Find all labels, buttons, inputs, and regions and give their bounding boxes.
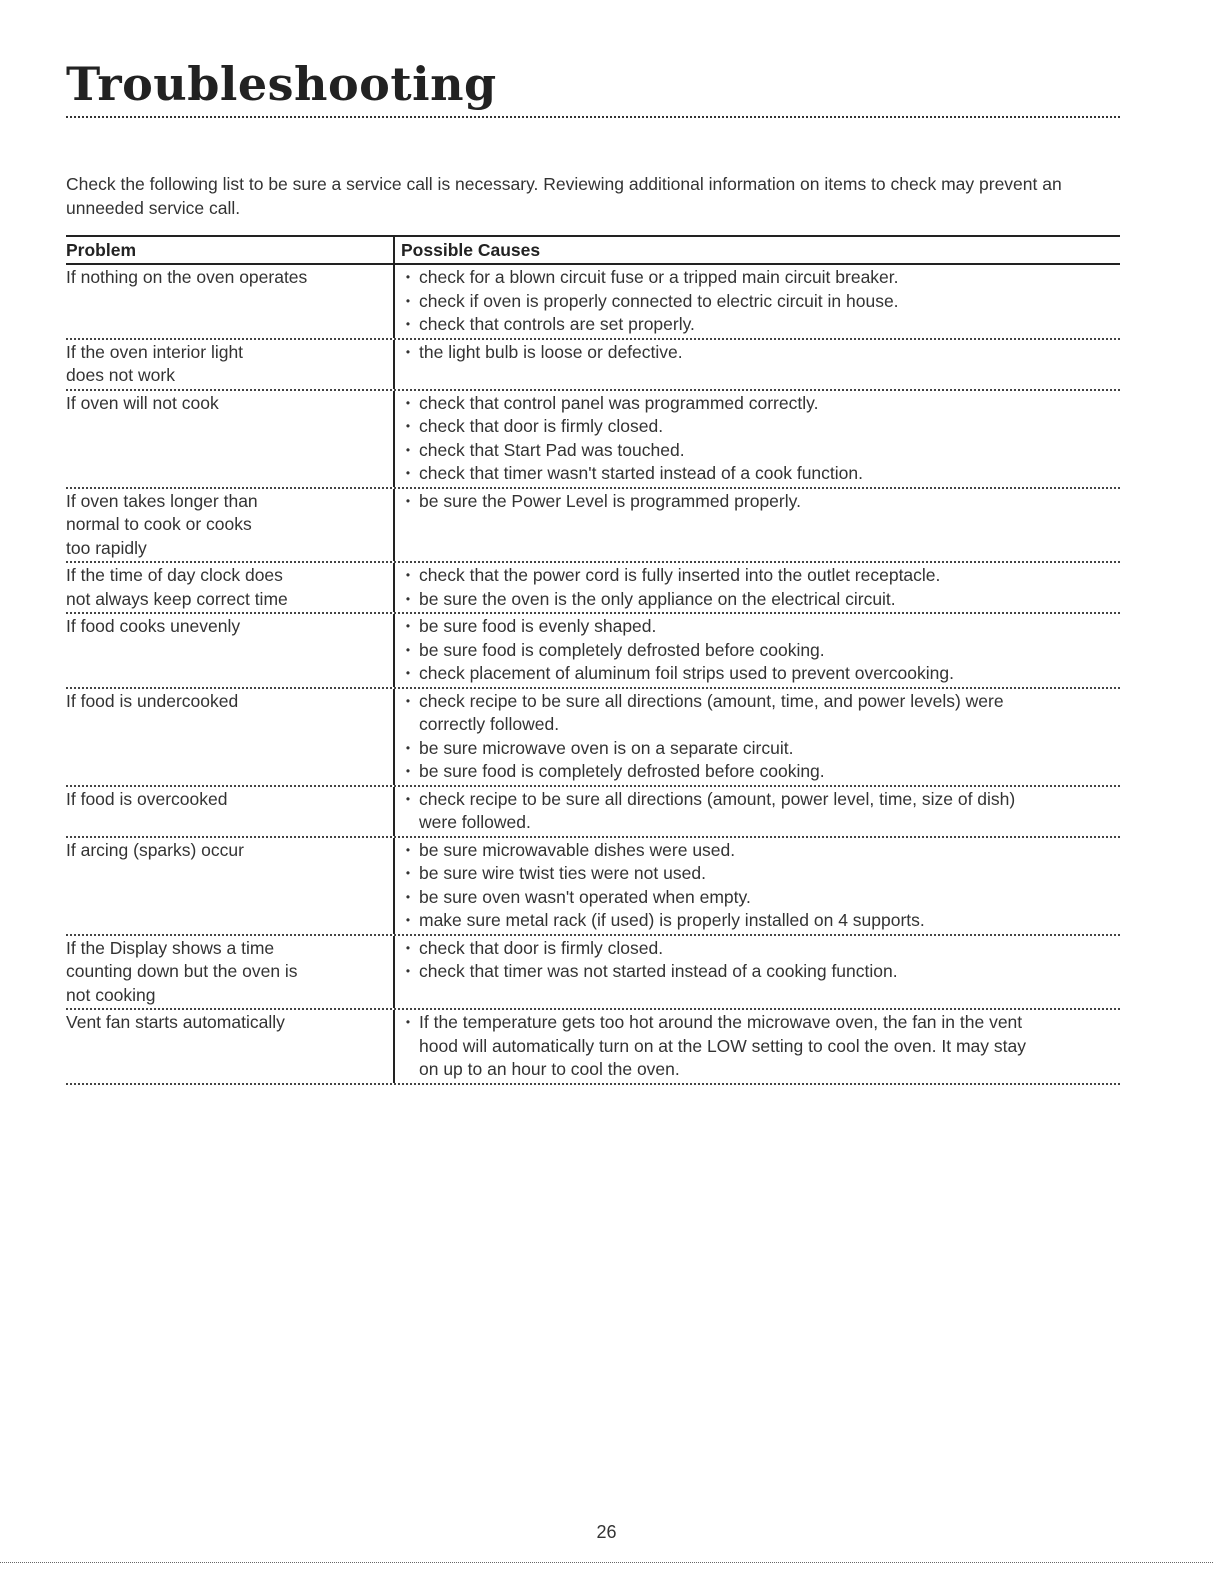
causes-list xyxy=(401,839,1120,933)
cause-item xyxy=(401,839,1120,863)
table-row xyxy=(66,614,1120,689)
cause-line: check that control panel was programmed correctly. xyxy=(419,392,819,413)
problem-line: too rapidly xyxy=(66,537,147,558)
problem-cell xyxy=(66,563,393,612)
cause-item xyxy=(401,760,1120,784)
problem-line: If arcing (sparks) occur xyxy=(66,839,244,860)
cause-line: correctly followed. xyxy=(419,714,560,734)
cause-line: the light bulb is loose or defective. xyxy=(419,341,683,362)
causes-cell xyxy=(393,838,1120,934)
cause-line: check that timer wasn't started instead of a cook function. xyxy=(419,463,863,483)
bullet-icon: • xyxy=(405,419,411,433)
cause-item xyxy=(401,788,1120,835)
cause-item xyxy=(401,490,1120,514)
causes-cell xyxy=(393,391,1120,487)
causes-list xyxy=(401,937,1120,984)
problem-line: If food is overcooked xyxy=(66,788,228,809)
cause-line: be sure food is completely defrosted before cooking. xyxy=(419,639,825,660)
bullet-icon: • xyxy=(405,395,411,410)
cause-item xyxy=(401,392,1120,416)
problem-cell xyxy=(66,838,393,934)
cause-line: be sure food is evenly shaped. xyxy=(419,616,657,636)
bullet-icon: • xyxy=(405,666,411,680)
bullet-icon: • xyxy=(405,442,411,457)
header-possible-causes: Possible Causes xyxy=(393,237,1120,263)
table-row xyxy=(66,265,1120,340)
title-underline xyxy=(66,116,1120,118)
bullet-icon: • xyxy=(405,940,411,955)
causes-cell xyxy=(393,265,1120,338)
causes-list xyxy=(401,490,1120,514)
table-row xyxy=(66,340,1120,391)
table-row xyxy=(66,563,1120,614)
bullet-icon: • xyxy=(405,1015,411,1029)
problem-cell xyxy=(66,936,393,1009)
causes-cell xyxy=(393,563,1120,612)
bullet-icon: • xyxy=(405,889,411,904)
bullet-icon: • xyxy=(405,913,411,927)
cause-line: were followed. xyxy=(419,812,531,832)
causes-cell xyxy=(393,689,1120,785)
cause-line: check if oven is properly connected to electric circuit in house. xyxy=(419,290,899,311)
causes-cell xyxy=(393,936,1120,1009)
causes-cell xyxy=(393,489,1120,562)
cause-line: check recipe to be sure all directions (amount, power level, time, size of dish) xyxy=(419,788,1016,809)
cause-line: check for a blown circuit fuse or a tripped main circuit breaker. xyxy=(419,267,899,287)
cause-line: check that timer was not started instead of a cooking function. xyxy=(419,961,898,981)
bullet-icon: • xyxy=(405,466,411,480)
cause-item xyxy=(401,266,1120,290)
bullet-icon: • xyxy=(405,842,411,857)
cause-item xyxy=(401,290,1120,314)
bullet-icon: • xyxy=(405,293,411,308)
problem-line: If nothing on the oven operates xyxy=(66,267,308,287)
causes-list xyxy=(401,564,1120,611)
bullet-icon: • xyxy=(405,591,411,606)
table-row xyxy=(66,689,1120,787)
page-bottom-rule xyxy=(0,1562,1213,1563)
bullet-icon: • xyxy=(405,866,411,880)
problem-cell xyxy=(66,1010,393,1083)
cause-line: check recipe to be sure all directions (amount, time, and power levels) were xyxy=(419,690,1004,711)
table-row xyxy=(66,787,1120,838)
table-header-row xyxy=(66,237,1120,265)
cause-item xyxy=(401,862,1120,886)
cause-item xyxy=(401,737,1120,761)
causes-list xyxy=(401,615,1120,686)
cause-item xyxy=(401,690,1120,737)
header-problem: Problem xyxy=(66,240,137,260)
bullet-icon: • xyxy=(405,270,411,284)
problem-line: normal to cook or cooks xyxy=(66,514,252,534)
table-row xyxy=(66,391,1120,489)
bullet-icon: • xyxy=(405,317,411,331)
causes-list xyxy=(401,1011,1120,1082)
bullet-icon: • xyxy=(405,493,411,508)
problem-line: Vent fan starts automatically xyxy=(66,1012,285,1032)
troubleshooting-table xyxy=(66,235,1120,1085)
causes-cell xyxy=(393,1010,1120,1083)
table-row xyxy=(66,489,1120,564)
problem-cell xyxy=(66,787,393,836)
cause-line: check that controls are set properly. xyxy=(419,314,695,334)
bullet-icon: • xyxy=(405,619,411,633)
cause-item xyxy=(401,439,1120,463)
causes-list xyxy=(401,392,1120,486)
cause-item xyxy=(401,886,1120,910)
causes-cell xyxy=(393,787,1120,836)
cause-item xyxy=(401,588,1120,612)
problem-cell xyxy=(66,340,393,389)
cause-item xyxy=(401,313,1120,337)
cause-line: check placement of aluminum foil strips used to prevent overcooking. xyxy=(419,663,954,683)
cause-item xyxy=(401,937,1120,961)
causes-list xyxy=(401,690,1120,784)
cause-item xyxy=(401,909,1120,933)
cause-line: make sure metal rack (if used) is properly installed on 4 supports. xyxy=(419,910,925,930)
bullet-icon: • xyxy=(405,344,411,359)
problem-line: If food is undercooked xyxy=(66,690,239,711)
cause-item xyxy=(401,462,1120,486)
problem-line: not cooking xyxy=(66,984,156,1005)
bullet-icon: • xyxy=(405,764,411,778)
problem-line: counting down but the oven is xyxy=(66,961,298,981)
cause-item xyxy=(401,960,1120,984)
problem-line: not always keep correct time xyxy=(66,588,288,609)
cause-line: check that door is firmly closed. xyxy=(419,937,664,958)
cause-line: If the temperature gets too hot around the microwave oven, the fan in the vent xyxy=(419,1012,1023,1032)
page-number: 26 xyxy=(596,1522,617,1542)
table-row xyxy=(66,936,1120,1011)
causes-cell xyxy=(393,614,1120,687)
cause-line: be sure oven wasn't operated when empty. xyxy=(419,886,751,907)
bullet-icon: • xyxy=(405,642,411,657)
cause-line: be sure the Power Level is programmed properly. xyxy=(419,490,801,511)
intro-paragraph: Check the following list to be sure a service call is necessary. Reviewing additional information on items to check may prevent an unneeded service call. xyxy=(66,174,1062,218)
bullet-icon: • xyxy=(405,740,411,755)
cause-line: be sure wire twist ties were not used. xyxy=(419,863,706,883)
bullet-icon: • xyxy=(405,791,411,806)
cause-line: be sure the oven is the only appliance on the electrical circuit. xyxy=(419,588,896,609)
bullet-icon: • xyxy=(405,693,411,708)
page-title: Troubleshooting xyxy=(66,57,497,111)
problem-line: If food cooks unevenly xyxy=(66,616,241,636)
cause-item xyxy=(401,615,1120,639)
table-row xyxy=(66,838,1120,936)
problem-cell xyxy=(66,265,393,338)
causes-list xyxy=(401,341,1120,365)
cause-item xyxy=(401,639,1120,663)
causes-list xyxy=(401,266,1120,337)
problem-line: If the time of day clock does xyxy=(66,565,283,585)
cause-item xyxy=(401,341,1120,365)
bullet-icon: • xyxy=(405,568,411,582)
cause-item xyxy=(401,564,1120,588)
problem-line: If oven will not cook xyxy=(66,392,219,413)
cause-item xyxy=(401,662,1120,686)
cause-line: be sure microwavable dishes were used. xyxy=(419,839,736,860)
causes-cell xyxy=(393,340,1120,389)
cause-line: check that Start Pad was touched. xyxy=(419,439,685,460)
problem-cell xyxy=(66,489,393,562)
causes-list xyxy=(401,788,1120,835)
bullet-icon: • xyxy=(405,964,411,978)
problem-line: does not work xyxy=(66,365,175,385)
problem-cell xyxy=(66,391,393,487)
table-row xyxy=(66,1010,1120,1085)
cause-line: be sure food is completely defrosted before cooking. xyxy=(419,761,825,781)
cause-item xyxy=(401,1011,1120,1082)
table-body xyxy=(66,265,1120,1085)
cause-line: on up to an hour to cool the oven. xyxy=(419,1059,680,1079)
cause-line: hood will automatically turn on at the LOW setting to cool the oven. It may stay xyxy=(419,1035,1026,1056)
problem-line: If the Display shows a time xyxy=(66,937,275,958)
problem-line: If oven takes longer than xyxy=(66,490,258,511)
cause-line: check that door is firmly closed. xyxy=(419,416,664,436)
problem-cell xyxy=(66,689,393,785)
cause-line: check that the power cord is fully inserted into the outlet receptacle. xyxy=(419,565,941,585)
problem-line: If the oven interior light xyxy=(66,341,244,362)
cause-item xyxy=(401,415,1120,439)
problem-cell xyxy=(66,614,393,687)
cause-line: be sure microwave oven is on a separate circuit. xyxy=(419,737,794,758)
